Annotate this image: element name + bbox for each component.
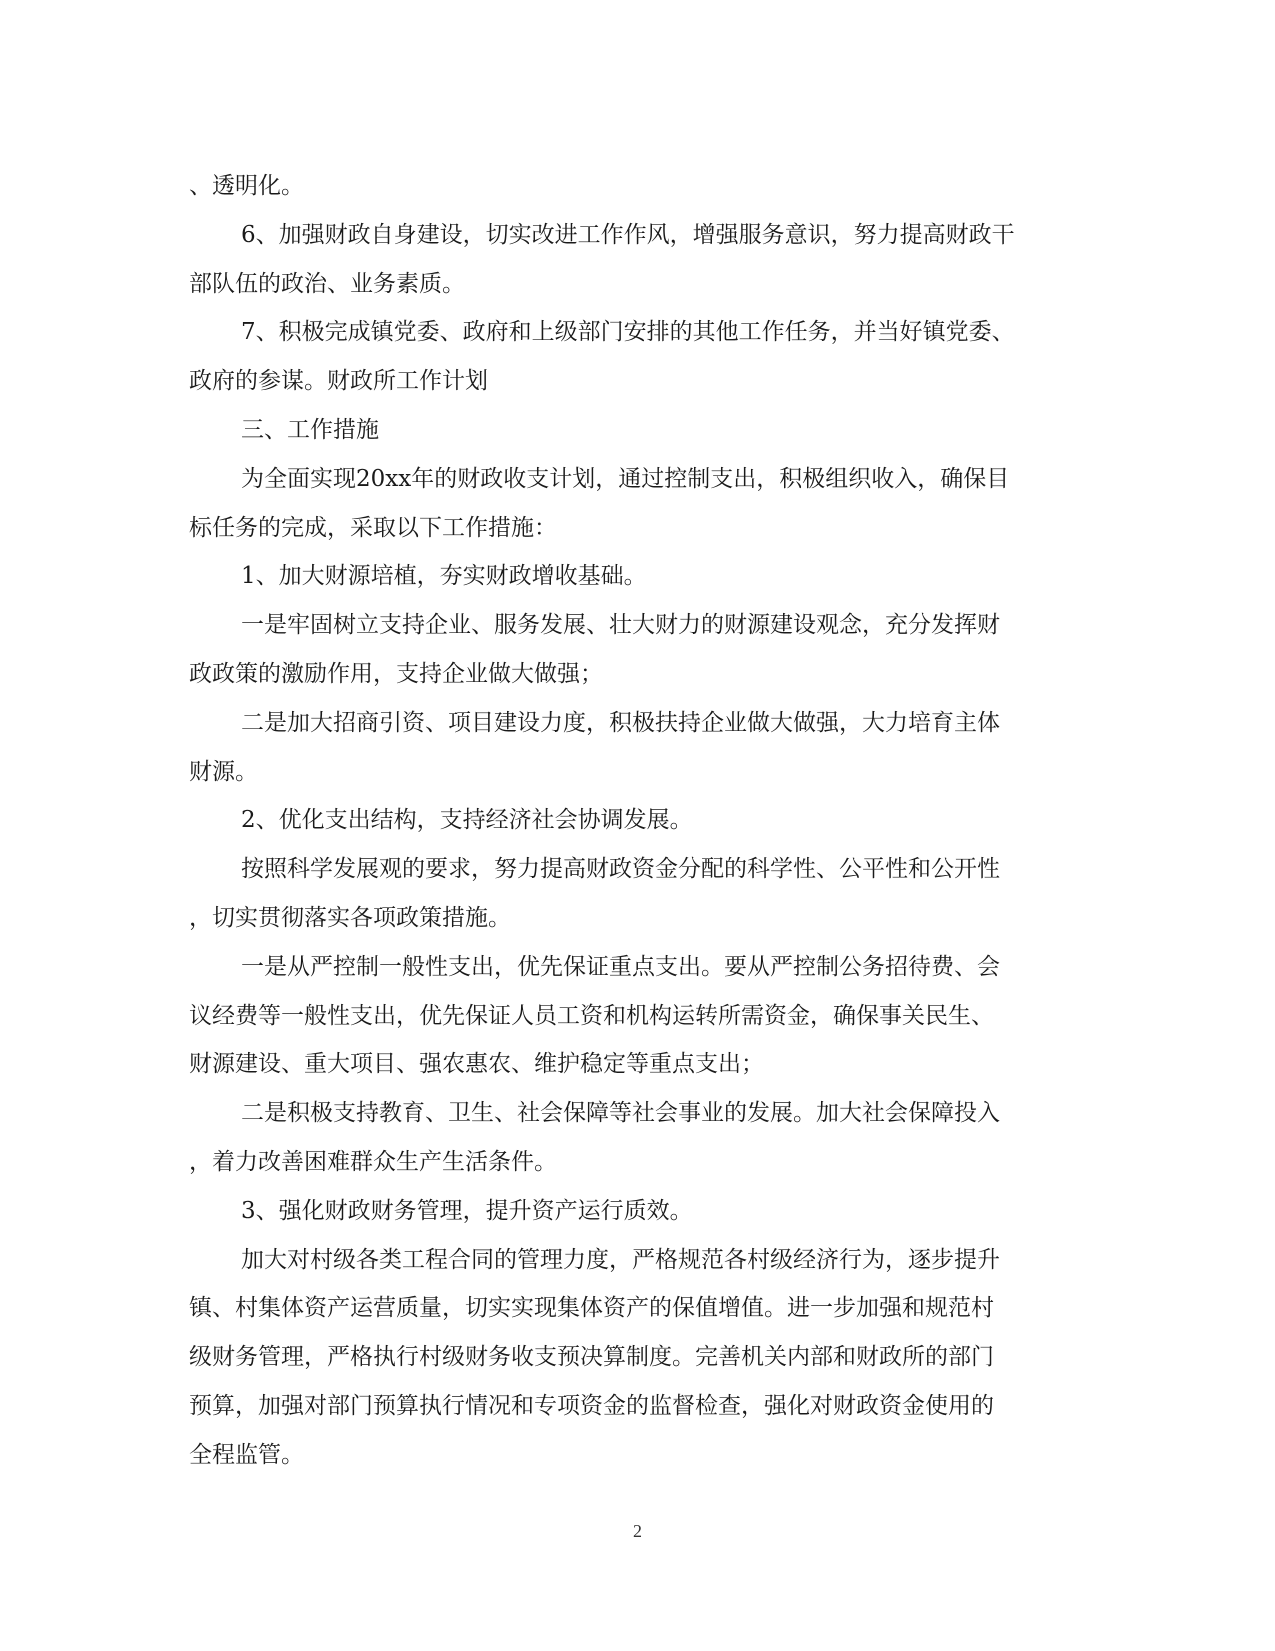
text-line: 加大对村级各类工程合同的管理力度，严格规范各村级经济行为，逐步提升	[241, 1246, 1000, 1273]
text-line: 二是加大招商引资、项目建设力度，积极扶持企业做大做强，大力培育主体	[241, 709, 1000, 736]
text-line: 预算，加强对部门预算执行情况和专项资金的监督检查，强化对财政资金使用的	[189, 1392, 994, 1419]
text-line: 镇、村集体资产运营质量，切实实现集体资产的保值增值。进一步加强和规范村	[189, 1295, 994, 1322]
body-text	[189, 162, 1069, 1480]
text-line: 财源。	[189, 758, 258, 785]
text-line: 二是积极支持教育、卫生、社会保障等社会事业的发展。加大社会保障投入	[241, 1100, 1000, 1127]
text-line: 为全面实现20xx年的财政收支计划，通过控制支出，积极组织收入，确保目	[241, 465, 1010, 492]
text-line: 议经费等一般性支出，优先保证人员工资和机构运转所需资金，确保事关民生、	[189, 1002, 994, 1029]
text-line: 一是从严控制一般性支出，优先保证重点支出。要从严控制公务招待费、会	[241, 953, 1000, 980]
text-line: 一是牢固树立支持企业、服务发展、壮大财力的财源建设观念，充分发挥财	[241, 612, 1000, 639]
text-line: 、透明化。	[189, 173, 304, 199]
text-line: 2、优化支出结构，支持经济社会协调发展。	[241, 807, 693, 834]
text-line: 全程监管。	[189, 1441, 304, 1468]
text-line: 1、加大财源培植，夯实财政增收基础。	[241, 563, 647, 590]
page-number: 2	[633, 1521, 642, 1541]
text-line: ，切实贯彻落实各项政策措施。	[189, 904, 511, 931]
text-line: 政政策的激励作用，支持企业做大做强；	[189, 660, 603, 687]
text-line: 级财务管理，严格执行村级财务收支预决算制度。完善机关内部和财政所的部门	[189, 1344, 994, 1371]
text-line: 3、强化财政财务管理，提升资产运行质效。	[241, 1197, 693, 1224]
text-line: 6、加强财政自身建设，切实改进工作作风，增强服务意识，努力提高财政干	[241, 221, 1015, 248]
text-line: 标任务的完成，采取以下工作措施：	[189, 514, 557, 541]
text-line: ，着力改善困难群众生产生活条件。	[189, 1148, 557, 1175]
text-line: 按照科学发展观的要求，努力提高财政资金分配的科学性、公平性和公开性	[241, 856, 1000, 883]
text-line: 政府的参谋。财政所工作计划	[189, 368, 488, 395]
text-line: 7、积极完成镇党委、政府和上级部门安排的其他工作任务，并当好镇党委、	[241, 319, 1015, 346]
text-line: 财源建设、重大项目、强农惠农、维护稳定等重点支出；	[189, 1051, 764, 1078]
text-line: 部队伍的政治、业务素质。	[189, 270, 465, 297]
section-heading: 三、工作措施	[241, 416, 379, 443]
